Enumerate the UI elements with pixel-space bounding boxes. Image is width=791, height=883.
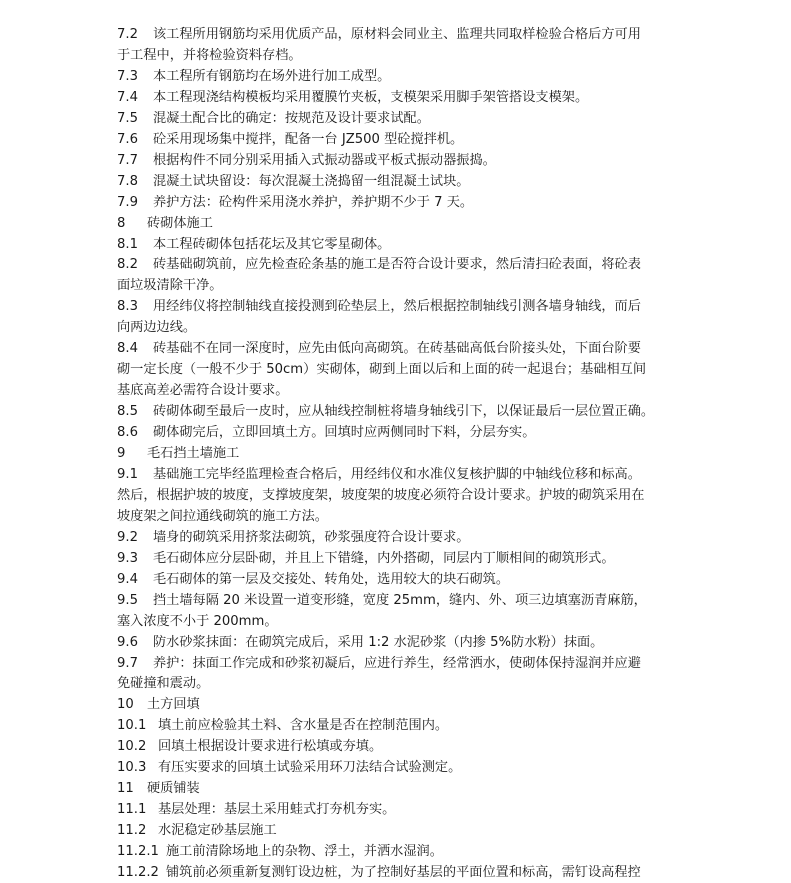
numbered-paragraph-line [117,464,677,485]
paragraph-text: 有压实要求的回填土试验采用环刀法结合试验测定。 [158,760,462,776]
numbered-paragraph-line [117,590,677,611]
paragraph-continuation-line [117,359,677,380]
paragraph-text: 向两边边线。 [117,320,197,336]
paragraph-text: 本工程所有钢筋均在场外进行加工成型。 [153,68,391,84]
numbered-paragraph-line [117,192,677,213]
numbered-paragraph-line [117,841,677,862]
paragraph-continuation-line [117,380,677,401]
paragraph-text: 混凝土试块留设：每次混凝土浇捣留一组混凝土试块。 [153,173,470,189]
section-number: 7.7 [117,152,138,168]
numbered-paragraph-line [117,24,677,45]
paragraph-text: 根据构件不同分别采用插入式振动器或平板式振动器振捣。 [153,152,496,168]
paragraph-text: 毛石挡土墙施工 [147,446,240,461]
paragraph-text: 本工程现浇结构模板均采用覆膜竹夹板，支模架采用脚手架管搭设支模架。 [153,89,589,105]
paragraph-text: 砖砌体砌至最后一皮时，应从轴线控制桩将墙身轴线引下，以保证最后一层位置正确。 [153,404,655,420]
section-number: 7.4 [117,89,138,105]
numbered-paragraph-line [117,653,677,674]
paragraph-text: 基础施工完毕经监理检查合格后，用经纬仪和水准仪复核护脚的中轴线位移和标高。 [153,466,641,482]
paragraph-text: 回填土根据设计要求进行松填或夯填。 [158,739,383,755]
numbered-paragraph-line [117,527,677,548]
section-number: 7.8 [117,173,138,189]
section-number: 10.3 [117,760,147,776]
numbered-paragraph-line [117,715,677,736]
paragraph-continuation-line [117,45,677,66]
numbered-paragraph-line [117,443,677,464]
numbered-paragraph-line [117,87,677,108]
paragraph-text: 混凝土配合比的确定：按规范及设计要求试配。 [153,110,430,126]
section-number: 9.2 [117,529,138,545]
paragraph-text: 铺筑前必须重新复测钉设边桩，为了控制好基层的平面位置和标高，需钉设高程控 [166,865,641,880]
section-number: 8.1 [117,236,138,252]
numbered-paragraph-line [117,736,677,757]
paragraph-text: 面垃圾清除干净。 [117,278,223,294]
section-number: 7.3 [117,68,138,84]
numbered-paragraph-line [117,757,677,778]
numbered-paragraph-line [117,694,677,715]
numbered-paragraph-line [117,799,677,820]
numbered-paragraph-line [117,569,677,590]
paragraph-continuation-line [117,506,677,527]
paragraph-text: 然后，根据护坡的坡度，支撑坡度架，坡度架的坡度必须符合设计要求。护坡的砌筑采用在 [117,487,645,503]
paragraph-text: 土方回填 [147,697,200,713]
paragraph-text: 墙身的砌筑采用挤浆法砌筑，砂浆强度符合设计要求。 [153,529,470,545]
section-number: 7.6 [117,131,138,147]
numbered-paragraph-line [117,632,677,653]
section-number: 9.1 [117,466,138,482]
section-number: 9.4 [117,571,138,587]
section-number: 10.1 [117,718,147,734]
numbered-paragraph-line [117,66,677,87]
section-number: 8.3 [117,299,138,315]
section-number: 8.6 [117,425,138,441]
paragraph-continuation-line [117,673,677,694]
section-number: 7.2 [117,27,138,42]
section-number: 9.7 [117,655,138,671]
section-number: 9 [117,446,126,461]
numbered-paragraph-line [117,108,677,129]
numbered-paragraph-line [117,422,677,443]
paragraph-text: 该工程所用钢筋均采用优质产品，原材料会同业主、监理共同取样检验合格后方可用 [153,27,641,42]
paragraph-text: 砖砌体施工 [147,215,213,231]
paragraph-text: 养护：抹面工作完成和砂浆初凝后，应进行养生，经常洒水，使砌体保持湿润并应避 [153,655,641,671]
paragraph-text: 砖基础不在同一深度时，应先由低向高砌筑。在砖基础高低台阶接头处，下面台阶要 [153,341,641,357]
section-number: 9.5 [117,592,138,608]
paragraph-text: 砖基础砌筑前，应先检查砼条基的施工是否符合设计要求，然后清扫砼表面，将砼表 [153,257,641,273]
paragraph-text: 砼采用现场集中搅拌，配备一台 JZ500 型砼搅拌机。 [153,131,464,147]
numbered-paragraph-line [117,296,677,317]
paragraph-text: 用经纬仪将控制轴线直接投测到砼垫层上，然后根据控制轴线引测各墙身轴线，而后 [153,299,641,315]
paragraph-text: 毛石砌体应分层卧砌，并且上下错缝，内外搭砌，同层内丁顺相间的砌筑形式。 [153,550,615,566]
section-number: 8.5 [117,404,138,420]
paragraph-text: 于工程中，并将检验资料存档。 [117,47,302,63]
section-number: 11.2 [117,823,147,839]
numbered-paragraph-line [117,862,677,883]
numbered-paragraph-line [117,171,677,192]
numbered-paragraph-line [117,820,677,841]
paragraph-text: 防水砂浆抹面：在砌筑完成后，采用 1:2 水泥砂浆（内掺 5%防水粉）抹面。 [153,634,604,650]
paragraph-continuation-line [117,611,677,632]
paragraph-continuation-line [117,317,677,338]
paragraph-text: 坡度架之间拉通线砌筑的施工方法。 [117,508,328,524]
paragraph-text: 塞入浓度不小于 200mm。 [117,613,278,629]
section-number: 9.3 [117,550,138,566]
paragraph-text: 砌一定长度（一般不少于 50cm）实砌体，砌到上面以后和上面的砖一起退台；基础相互间 [117,362,647,378]
numbered-paragraph-line [117,129,677,150]
numbered-paragraph-line [117,234,677,255]
paragraph-text: 硬质铺装 [147,781,200,797]
paragraph-continuation-line [117,485,677,506]
section-number: 7.9 [117,194,138,210]
numbered-paragraph-line [117,254,677,275]
section-number: 8.2 [117,257,138,273]
section-number: 11.2.1 [117,844,159,860]
paragraph-continuation-line [117,275,677,296]
paragraph-text: 毛石砌体的第一层及交接处、转角处，选用较大的块石砌筑。 [153,571,510,587]
paragraph-text: 养护方法：砼构件采用浇水养护，养护期不少于 7 天。 [153,194,474,210]
numbered-paragraph-line [117,401,677,422]
numbered-paragraph-line [117,778,677,799]
section-number: 8 [117,215,126,231]
section-number: 10.2 [117,739,147,755]
section-number: 9.6 [117,634,138,650]
paragraph-text: 砌体砌完后，立即回填土方。回填时应两侧同时下料，分层夯实。 [153,425,536,441]
paragraph-text: 基层处理：基层土采用蛙式打夯机夯实。 [158,802,396,818]
section-number: 10 [117,697,134,713]
numbered-paragraph-line [117,548,677,569]
paragraph-text: 免碰撞和震动。 [117,676,210,692]
section-number: 11.2.2 [117,865,159,880]
numbered-paragraph-line [117,213,677,234]
paragraph-text: 挡土墙每隔 20 米设置一道变形缝，宽度 25mm，缝内、外、项三边填塞沥青麻筋， [153,592,647,608]
paragraph-text: 施工前清除场地上的杂物、浮土，并洒水湿润。 [166,844,443,860]
section-number: 7.5 [117,110,138,126]
paragraph-text: 填土前应检验其土料、含水量是否在控制范围内。 [158,718,449,734]
paragraph-text: 基底高差必需符合设计要求。 [117,383,289,399]
section-number: 11.1 [117,802,147,818]
section-number: 8.4 [117,341,138,357]
numbered-paragraph-line [117,150,677,171]
paragraph-text: 水泥稳定砂基层施工 [158,823,277,839]
paragraph-text: 本工程砖砌体包括花坛及其它零星砌体。 [153,236,391,252]
section-number: 11 [117,781,134,797]
numbered-paragraph-line [117,338,677,359]
